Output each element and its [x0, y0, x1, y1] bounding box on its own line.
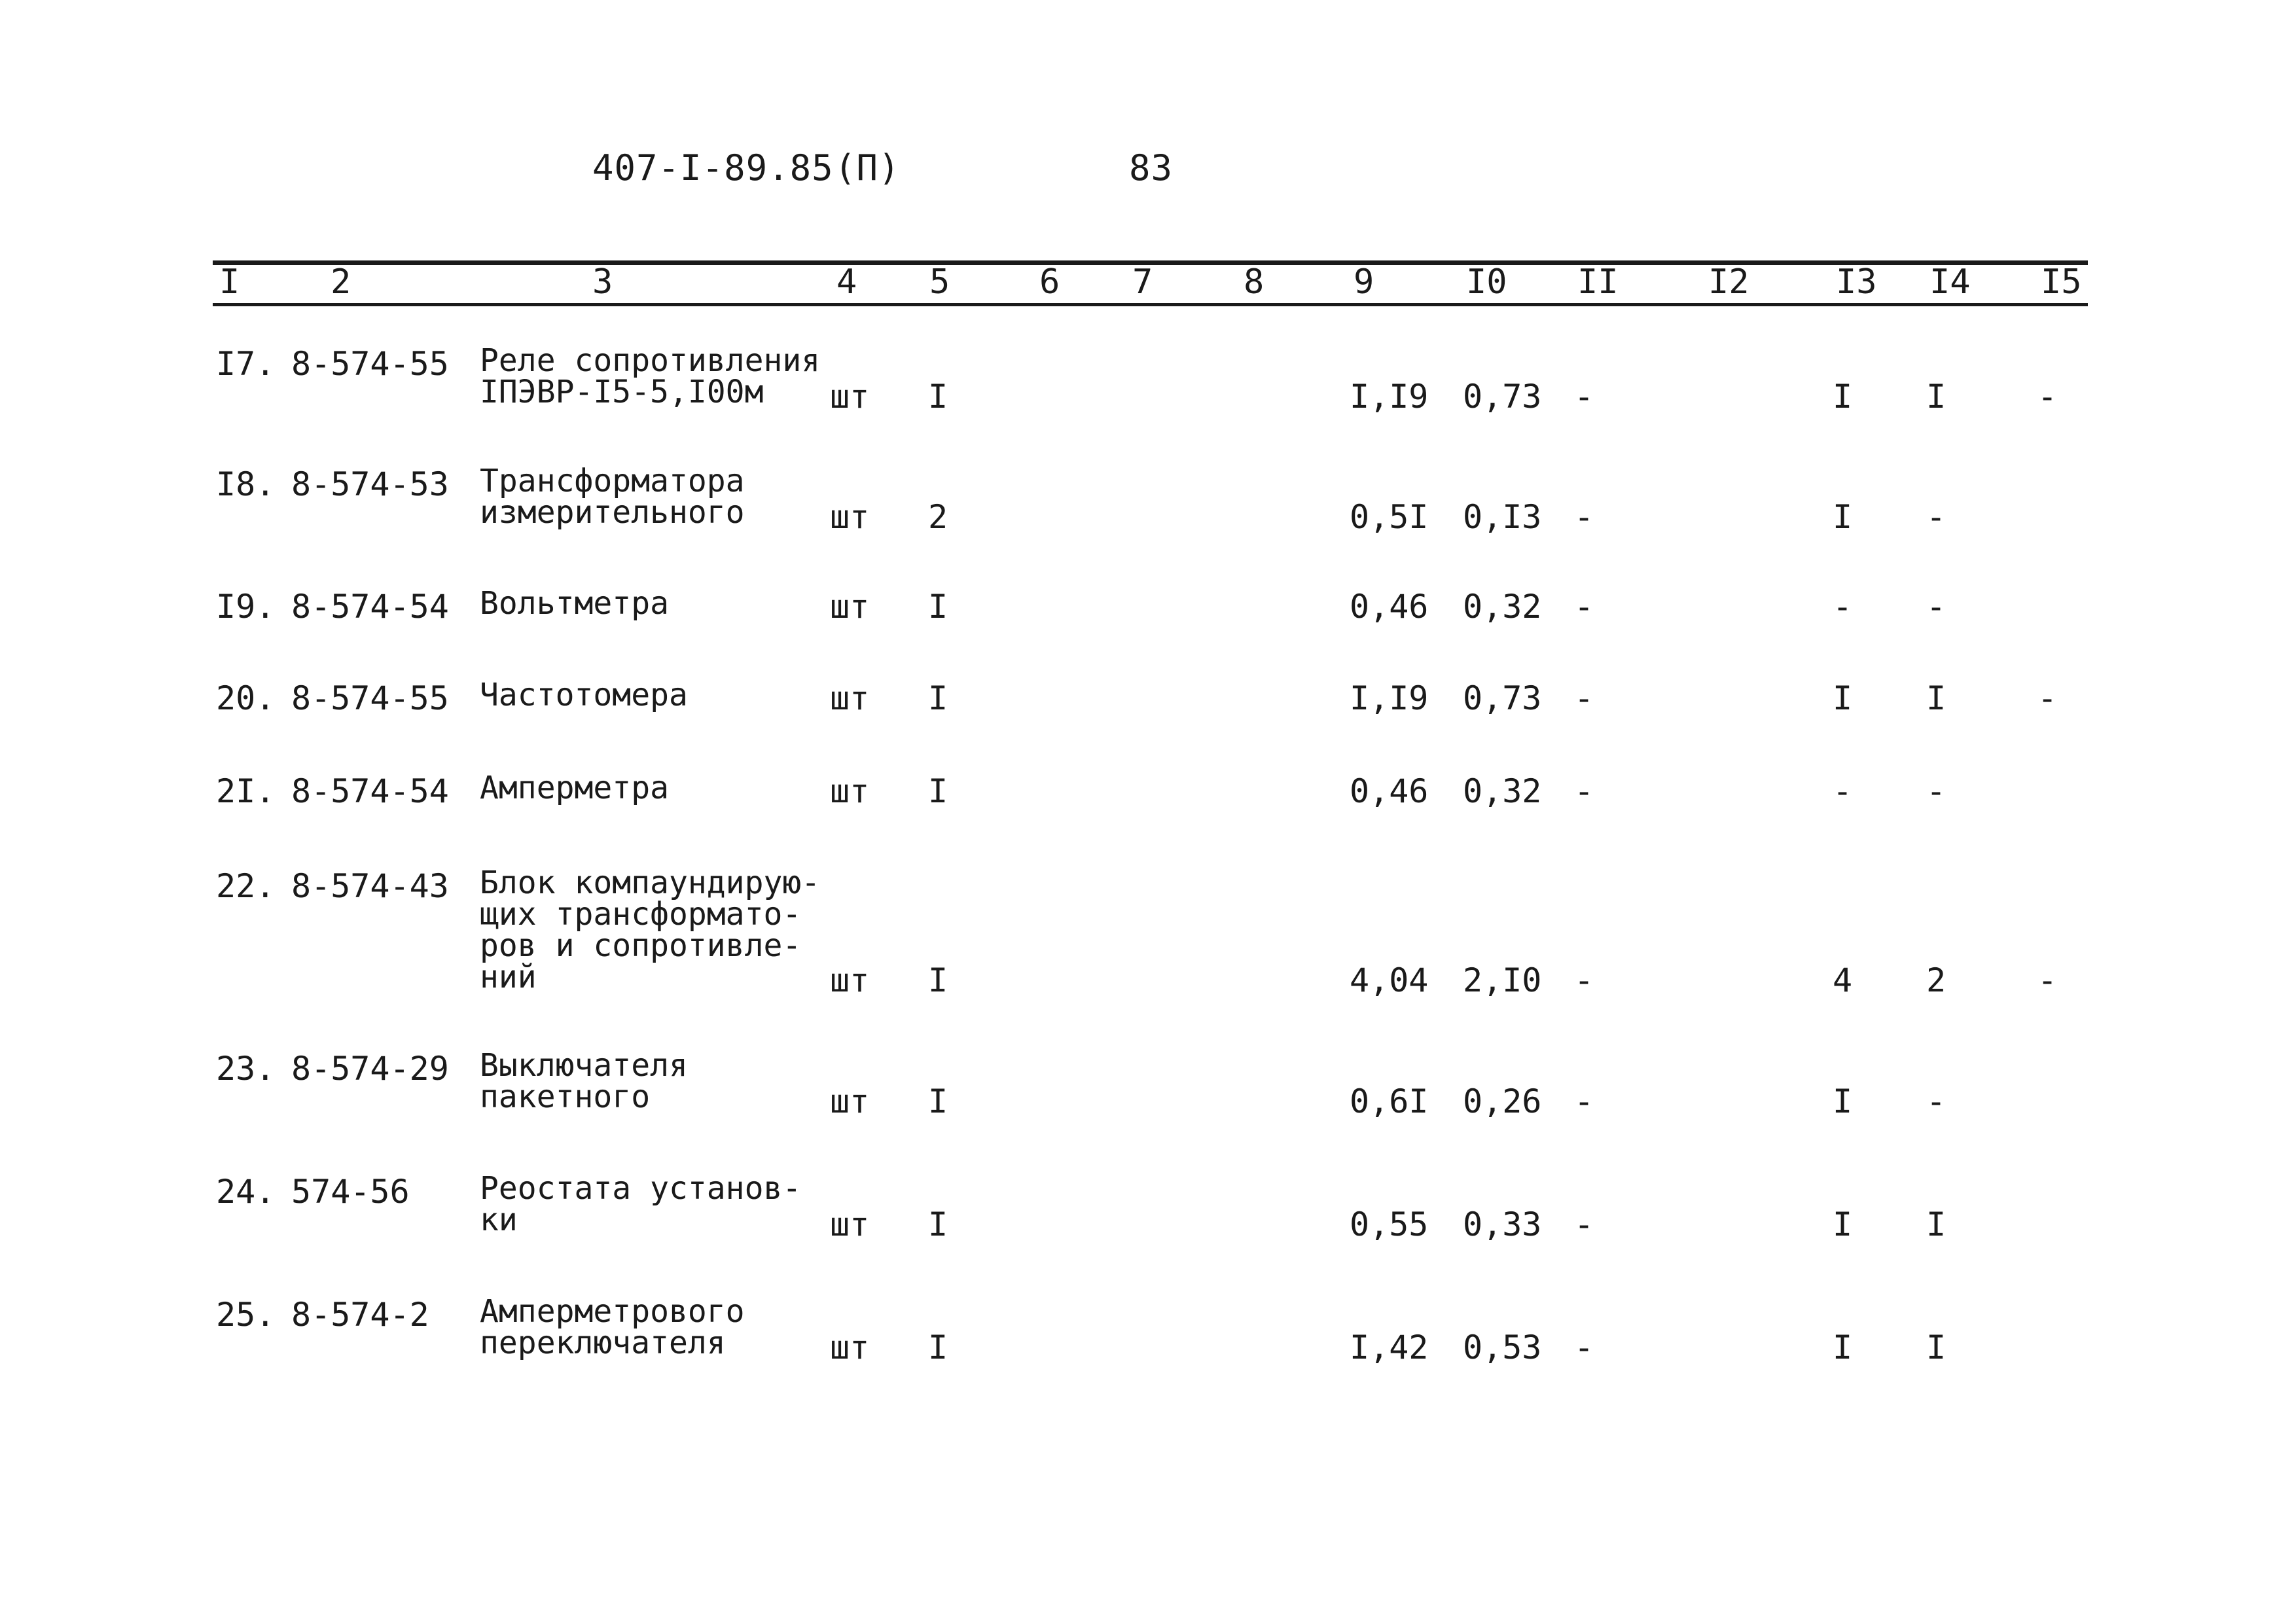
unit-cell: шт: [830, 378, 870, 416]
row-number: 25.: [216, 1296, 276, 1334]
col11-cell: -: [1574, 679, 1594, 717]
row-number: 2I.: [216, 772, 276, 810]
row-number: 20.: [216, 679, 276, 717]
col14-cell: -: [1926, 772, 1946, 810]
col11-cell: -: [1574, 961, 1594, 999]
quantity-cell: I: [928, 378, 948, 416]
column-number: I3: [1836, 262, 1877, 302]
col13-cell: 4: [1833, 961, 1853, 999]
price-code: 8-574-29: [291, 1050, 449, 1088]
unit-cell: шт: [830, 1082, 870, 1120]
price-code: 574-56: [291, 1173, 410, 1211]
quantity-cell: I: [928, 1082, 948, 1120]
quantity-cell: 2: [928, 498, 948, 536]
column-number: 6: [1039, 262, 1060, 302]
col14-cell: -: [1926, 1082, 1946, 1120]
column-number: I5: [2041, 262, 2082, 302]
col11-cell: -: [1574, 1329, 1594, 1366]
quantity-cell: I: [928, 1329, 948, 1366]
price-code: 8-574-55: [291, 679, 449, 717]
col13-cell: I: [1833, 498, 1853, 536]
col9-cell: 0,6I: [1350, 1082, 1429, 1120]
item-name: Блок компаундирую- щих трансформато- ров и сопротивле- ний: [480, 865, 821, 995]
col9-cell: I,I9: [1350, 378, 1429, 416]
col9-cell: I,42: [1350, 1329, 1429, 1366]
document-suffix: (П): [834, 147, 901, 188]
unit-cell: шт: [830, 961, 870, 999]
col13-cell: -: [1833, 588, 1853, 626]
price-code: 8-574-55: [291, 345, 449, 383]
col9-cell: 0,46: [1350, 772, 1429, 810]
unit-cell: шт: [830, 1205, 870, 1243]
col9-cell: I,I9: [1350, 679, 1429, 717]
quantity-cell: I: [928, 772, 948, 810]
item-name: Амперметрового переключателя: [480, 1293, 745, 1361]
col14-cell: 2: [1926, 961, 1946, 999]
col15-cell: -: [2037, 679, 2058, 717]
col14-cell: I: [1926, 378, 1946, 416]
table-header-rule: [213, 303, 2088, 306]
item-name: Реле сопротивления IПЭВР-I5-5,I00м: [480, 342, 821, 410]
price-code: 8-574-53: [291, 465, 449, 503]
col10-cell: 0,32: [1463, 772, 1542, 810]
unit-cell: шт: [830, 588, 870, 626]
price-code: 8-574-54: [291, 588, 449, 626]
col13-cell: -: [1833, 772, 1853, 810]
col14-cell: I: [1926, 1205, 1946, 1243]
quantity-cell: I: [928, 679, 948, 717]
item-name: Амперметра: [480, 770, 669, 806]
column-number: 3: [592, 262, 613, 302]
col10-cell: 0,73: [1463, 378, 1542, 416]
col10-cell: 0,73: [1463, 679, 1542, 717]
col10-cell: 2,I0: [1463, 961, 1542, 999]
col14-cell: -: [1926, 498, 1946, 536]
col11-cell: -: [1574, 1205, 1594, 1243]
col13-cell: I: [1833, 1082, 1853, 1120]
item-name: Частотомера: [480, 677, 688, 713]
column-number: I4: [1929, 262, 1971, 302]
col10-cell: 0,I3: [1463, 498, 1542, 536]
item-name: Выключателя пакетного: [480, 1047, 688, 1115]
col10-cell: 0,33: [1463, 1205, 1542, 1243]
row-number: I8.: [216, 465, 276, 503]
row-number: I9.: [216, 588, 276, 626]
col15-cell: -: [2037, 378, 2058, 416]
col9-cell: 4,04: [1350, 961, 1429, 999]
unit-cell: шт: [830, 772, 870, 810]
col14-cell: I: [1926, 1329, 1946, 1366]
price-code: 8-574-43: [291, 867, 449, 905]
col9-cell: 0,5I: [1350, 498, 1429, 536]
col11-cell: -: [1574, 588, 1594, 626]
row-number: 24.: [216, 1173, 276, 1211]
item-name: Трансформатора измерительного: [480, 463, 745, 531]
col13-cell: I: [1833, 378, 1853, 416]
col14-cell: -: [1926, 588, 1946, 626]
unit-cell: шт: [830, 679, 870, 717]
column-number: 5: [929, 262, 950, 302]
col10-cell: 0,53: [1463, 1329, 1542, 1366]
column-number: 2: [331, 262, 351, 302]
col11-cell: -: [1574, 378, 1594, 416]
quantity-cell: I: [928, 961, 948, 999]
col10-cell: 0,32: [1463, 588, 1542, 626]
price-code: 8-574-2: [291, 1296, 429, 1334]
column-number: 7: [1132, 262, 1153, 302]
column-number: 9: [1354, 262, 1374, 302]
column-number: I2: [1708, 262, 1749, 302]
page-number: 83: [1129, 147, 1174, 188]
col13-cell: I: [1833, 1329, 1853, 1366]
col10-cell: 0,26: [1463, 1082, 1542, 1120]
col13-cell: I: [1833, 1205, 1853, 1243]
quantity-cell: I: [928, 1205, 948, 1243]
item-name: Вольтметра: [480, 585, 669, 622]
column-number: 4: [836, 262, 857, 302]
row-number: 23.: [216, 1050, 276, 1088]
item-name: Реостата установ- ки: [480, 1170, 802, 1238]
row-number: I7.: [216, 345, 276, 383]
quantity-cell: I: [928, 588, 948, 626]
document-code: 407-I-89.85: [592, 147, 834, 188]
col11-cell: -: [1574, 772, 1594, 810]
price-code: 8-574-54: [291, 772, 449, 810]
column-number: 8: [1244, 262, 1265, 302]
unit-cell: шт: [830, 498, 870, 536]
col9-cell: 0,55: [1350, 1205, 1429, 1243]
column-number: II: [1577, 262, 1619, 302]
col13-cell: I: [1833, 679, 1853, 717]
col11-cell: -: [1574, 1082, 1594, 1120]
column-number: I0: [1466, 262, 1507, 302]
col15-cell: -: [2037, 961, 2058, 999]
unit-cell: шт: [830, 1329, 870, 1366]
col9-cell: 0,46: [1350, 588, 1429, 626]
row-number: 22.: [216, 867, 276, 905]
col14-cell: I: [1926, 679, 1946, 717]
column-number: I: [219, 262, 240, 302]
col11-cell: -: [1574, 498, 1594, 536]
